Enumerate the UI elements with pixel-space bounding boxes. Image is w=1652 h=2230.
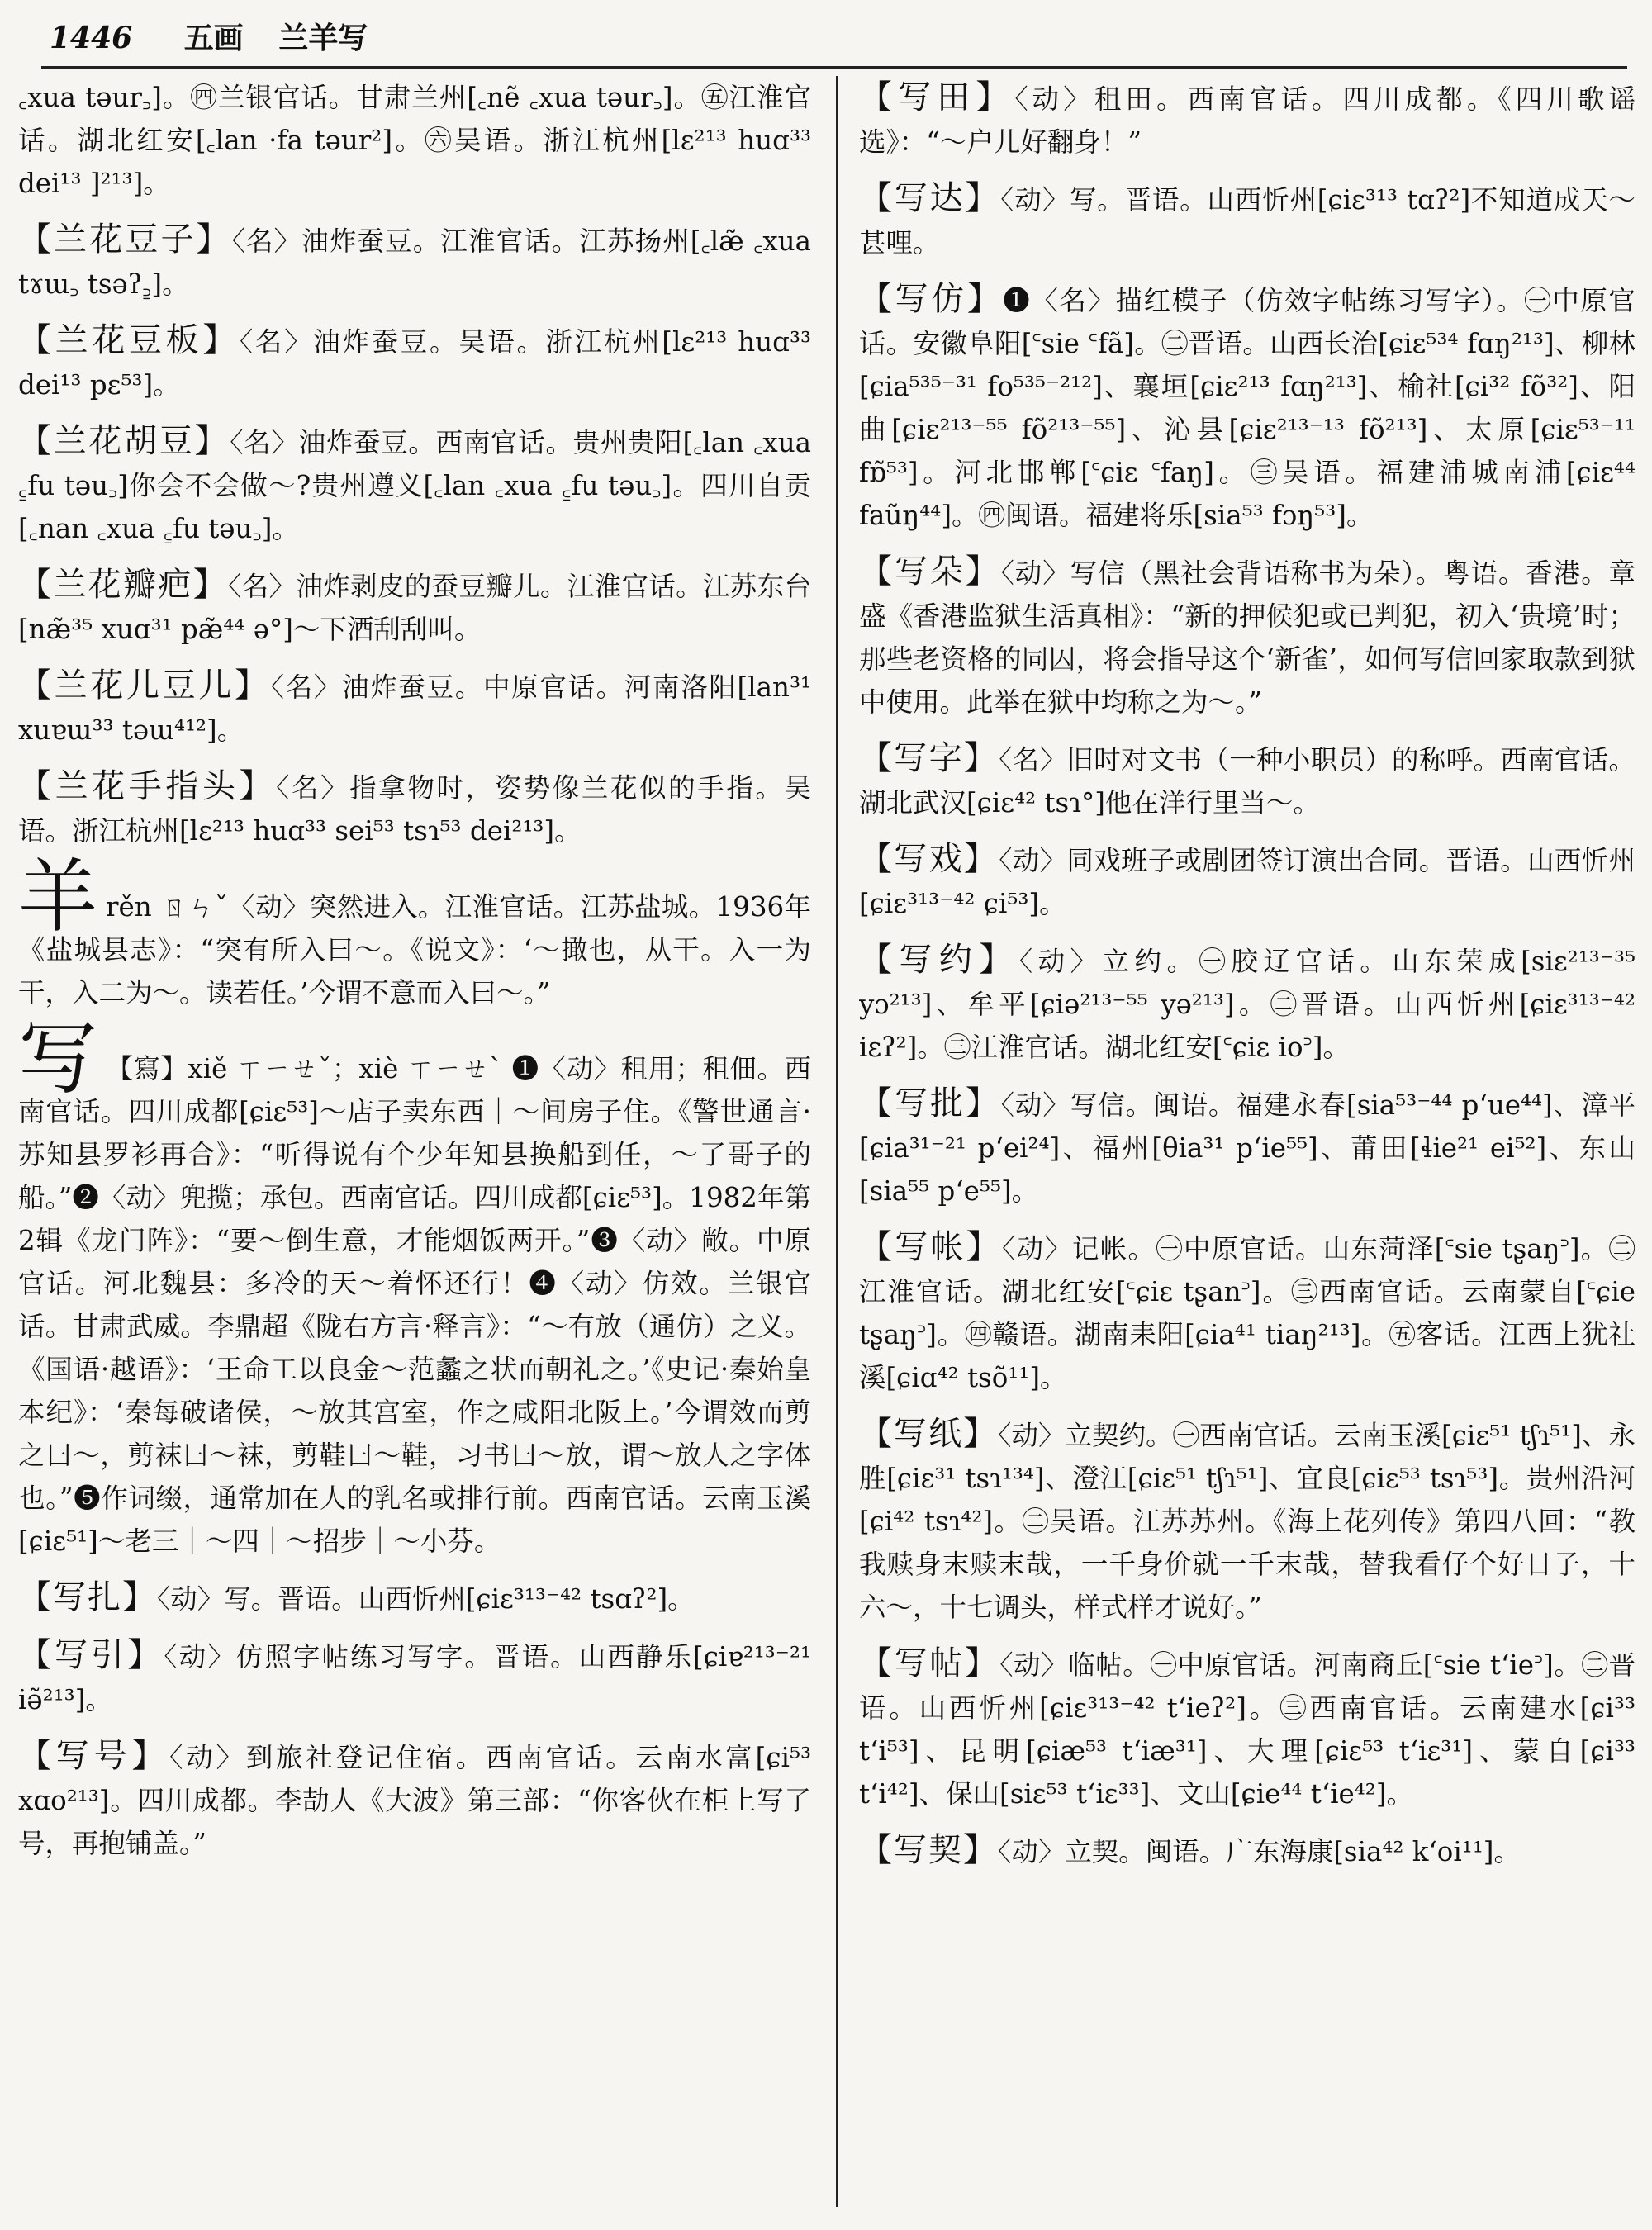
entry-headword: 【写扎】 (18, 1578, 157, 1616)
entry-text: 〈动〉记帐。㊀中原官话。山东菏泽[꜂sie tʂaŋ꜄]。㊁江淮官话。湖北红安[꜂ɕiɛ tʂan꜄]。㊂西南官话。云南蒙自[꜂ɕie tʂaŋ꜄]。㊃赣语。湖南耒阳[ɕia⁴¹ tiaŋ²¹³]。㊄客话。江西上犹社溪[ɕiɑ⁴² tsõ¹¹]。 (859, 1233, 1635, 1393)
entry-text: ꜀xua təur꜆]。㊃兰银官话。甘肃兰州[꜀nẽ ꜀xua təur꜆]。㊄江淮官话。湖北红安[꜀lan ·fa təur²]。㊅吴语。浙江杭州[lɛ²¹³ huɑ³³ dei¹³ ]²¹³]。 (18, 82, 811, 199)
entry-lanhua-douban (18, 319, 811, 406)
entry-continuation (18, 76, 811, 205)
entry-xie-pi (859, 1082, 1635, 1212)
right-column (859, 76, 1635, 2215)
page-number: 1446 (50, 21, 133, 55)
entry-text: 〈名〉油炸蚕豆。中原官话。河南洛阳[lan³¹ xuɐɯ³³ təɯ⁴¹²]。 (18, 671, 811, 746)
entry-xie-tie (859, 1642, 1635, 1815)
entry-headword: 【写达】 (859, 179, 1001, 217)
range-label: 兰羊写 (278, 21, 368, 55)
entry-headword: 【兰花豆子】 (18, 221, 232, 259)
entry-text: 〈动〉写。晋语。山西忻州[ɕiɛ³¹³⁻⁴² tsɑʔ²]。 (157, 1583, 695, 1615)
entry-headword: 【写戏】 (859, 840, 999, 878)
left-column (18, 76, 811, 2215)
entry-xie-duo (859, 550, 1635, 724)
entry-headword: 【写田】 (859, 78, 1015, 116)
header-rule (41, 66, 1627, 69)
entry-text: 〈动〉写。晋语。山西忻州[ɕiɛ³¹³ tɑʔ²]不知道成天～甚哩。 (859, 184, 1635, 259)
entry-text: 〈名〉油炸蚕豆。吴语。浙江杭州[lɛ²¹³ huɑ³³ dei¹³ pɛ⁵³]。 (18, 326, 811, 401)
entry-xie-zhi (859, 1412, 1635, 1629)
entry-xie-yin (18, 1634, 811, 1721)
entry-text: 〈动〉立契。闽语。广东海康[sia⁴² kʻoi¹¹]。 (998, 1836, 1521, 1867)
entry-headword: 【写号】 (18, 1737, 170, 1775)
entry-xie-tian (859, 76, 1635, 164)
entry-headword: 【写帐】 (859, 1228, 1002, 1266)
entry-xie (18, 1013, 811, 1563)
entry-text: 〈名〉指拿物时，姿势像兰花似的手指。吴语。浙江杭州[lɛ²¹³ huɑ³³ sei⁵³ tsɿ⁵³ dei²¹³]。 (18, 772, 811, 847)
entry-headword: 【写字】 (859, 739, 999, 777)
entry-headword: 【兰花瓣疤】 (18, 566, 229, 604)
entry-xie-xi (859, 837, 1635, 925)
entry-headword: 【写朵】 (859, 553, 1001, 591)
entry-text: 【寫】xiě ㄒㄧㄝˇ；xiè ㄒㄧㄝˋ ❶〈动〉租用；租佃。西南官话。四川成都[ɕiɛ⁵³]～店子卖东西｜～间房子住。《警世通言·苏知县罗衫再合》：“听得说有个少年知县换船到任，～了哥子的船。”❷〈动〉兜揽；承包。西南官话。四川成都[ɕiɛ⁵³]。1982年第2辑《龙门阵》：“要～倒生意，才能烟饭两开。”❸〈动〉敞。中原官话。河北魏县：多冷的天～着怀还行！❹〈动〉仿效。兰银官话。甘肃武威。李鼎超《陇右方言·释言》：“～有放（通仿）之义。《国语·越语》：‘王命工以良金～范蠡之状而朝礼之。’《史记·秦始皇本纪》：‘秦每破诸侯，～放其宫室，作之咸阳北阪上。’今谓效而剪之曰～，剪袜曰～袜，剪鞋曰～鞋，习书曰～放，谓～放人之字体也。”❺作词缀，通常加在人的乳名或排行前。西南官话。云南玉溪[ɕiɛ⁵¹]～老三｜～四｜～招步｜～小芬。 (18, 1053, 811, 1557)
entry-text: 〈动〉到旅社登记住宿。西南官话。云南水富[ɕi⁵³ xɑo²¹³]。四川成都。李劼人《大波》第三部：“你客伙在柜上写了号，再抱铺盖。” (18, 1742, 811, 1859)
entry-lanhuar-douer (18, 664, 811, 752)
entry-headword: 【写纸】 (859, 1415, 999, 1453)
column-divider (836, 76, 838, 2207)
entry-xie-da (859, 177, 1635, 264)
head-character: 羊 (18, 851, 97, 943)
entry-text: 〈名〉油炸蚕豆。江淮官话。江苏扬州[꜀læ̃ ꜀xua tɤɯ꜆ tsəʔ꜇]。 (18, 225, 811, 300)
entry-text: 〈名〉油炸剥皮的蚕豆瓣儿。江淮官话。江苏东台[næ̃³⁵ xuɑ³¹ pæ̃⁴⁴ ə°]～下酒刮刮叫。 (18, 571, 811, 645)
entry-xie-yue (859, 938, 1635, 1069)
entry-text: 〈动〉租田。西南官话。四川成都。《四川歌谣选》：“～户儿好翻身！” (859, 83, 1635, 158)
entry-xie-hao (18, 1734, 811, 1865)
entry-text: 〈动〉临帖。㊀中原官话。河南商丘[꜂sie tʻie꜄]。㊁晋语。山西忻州[ɕiɛ³¹³⁻⁴² tʻieʔ²]。㊂西南官话。云南建水[ɕi³³ tʻi⁵³]、昆明[ɕiæ⁵³ tʻiæ³¹]、大理[ɕiɛ⁵³ tʻiɛ³¹]、蒙自[ɕi³³ tʻi⁴²]、保山[siɛ⁵³ tʻiɛ³³]、文山[ɕie⁴⁴ tʻie⁴²]。 (859, 1649, 1635, 1810)
entry-headword: 【写批】 (859, 1084, 1001, 1122)
entry-xie-qi (859, 1829, 1635, 1873)
entry-xie-zi (859, 737, 1635, 824)
entry-text: 〈动〉立约。㊀胶辽官话。山东荣成[siɛ²¹³⁻³⁵ yɔ²¹³]、牟平[ɕiə²¹³⁻⁵⁵ yə²¹³]。㊁晋语。山西忻州[ɕiɛ³¹³⁻⁴² iɛʔ²]。㊂江淮官话。湖北红安[꜂ɕiɛ io꜄]。 (859, 946, 1635, 1063)
entry-text: ❶〈名〉描红模子（仿效字帖练习写字）。㊀中原官话。安徽阜阳[꜂sie ꜂fã]。㊁晋语。山西长治[ɕiɛ⁵³⁴ fɑŋ²¹³]、柳林[ɕia⁵³⁵⁻³¹ fo⁵³⁵⁻²¹²]、襄垣[ɕiɛ²¹³ fɑŋ²¹³]、榆社[ɕi³² fõ³²]、阳曲[ɕiɛ²¹³⁻⁵⁵ fõ²¹³⁻⁵⁵]、沁县[ɕiɛ²¹³⁻¹³ fõ²¹³]、太原[ɕiɛ⁵³⁻¹¹ fɒ̃⁵³]。河北邯郸[꜂ɕiɛ ꜂faŋ]。㊂吴语。福建浦城南浦[ɕiɛ⁴⁴ faũŋ⁴⁴]。㊃闽语。福建将乐[sia⁵³ fɔŋ⁵³]。 (859, 285, 1635, 531)
entry-text: 〈动〉写信（黑社会背语称书为朵）。粤语。香港。章盛《香港监狱生活真相》：“新的押候犯或已判犯，初入‘贵境’时；那些老资格的同囚，将会指导这个‘新雀’，如何写信回家取款到狱中使用。此举在狱中均称之为～。” (859, 558, 1635, 718)
entry-headword: 【写帖】 (859, 1644, 1000, 1682)
entry-xie-zhang (859, 1226, 1635, 1399)
entry-headword: 【写契】 (859, 1831, 998, 1869)
entry-xie-fang (859, 278, 1635, 537)
entry-text: 〈动〉同戏班子或剧团签订演出合同。晋语。山西忻州[ɕiɛ³¹³⁻⁴² ɕi⁵³]。 (859, 845, 1635, 919)
entry-headword: 【兰花手指头】 (18, 767, 277, 805)
entry-text: 〈动〉写信。闽语。福建永春[sia⁵³⁻⁴⁴ pʻue⁴⁴]、漳平[ɕia³¹⁻²¹ pʻei²⁴]、福州[θia³¹ pʻie⁵⁵]、莆田[ɬie²¹ ei⁵²]、东山[sia⁵⁵ pʻe⁵⁵]。 (859, 1089, 1635, 1207)
entry-headword: 【兰花胡豆】 (18, 422, 230, 460)
entry-headword: 【写约】 (859, 941, 1019, 979)
entry-text: 〈名〉油炸蚕豆。西南官话。贵州贵阳[꜀lan ꜀xua ꜁fu təu꜆]你会不会做～?贵州遵义[꜀lan ꜀xua ꜁fu təu꜆]。四川自贡[꜀nan ꜀xua ꜁fu təu꜆]。 (18, 427, 811, 544)
entry-xie-zha (18, 1576, 811, 1620)
entry-lanhua-banzhi (18, 563, 811, 651)
entry-text: 〈名〉旧时对文书（一种小职员）的称呼。西南官话。湖北武汉[ɕiɛ⁴² tsɿ°]他在洋行里当～。 (859, 744, 1635, 818)
entry-text: rěn ㄖㄣˇ〈动〉突然进入。江淮官话。江苏盐城。1936年《盐城县志》：“突有所入曰～。《说文》：‘～撖也，从干。入一为干，入二为～。读若任。’今谓不意而入曰～。” (18, 891, 811, 1008)
entry-yang (18, 851, 811, 1014)
entry-text: 〈动〉仿照字帖练习写字。晋语。山西静乐[ɕiɐ²¹³⁻²¹ iə̃²¹³]。 (18, 1641, 811, 1715)
entry-lanhua-hudou (18, 420, 811, 550)
entry-lanhua-douzi (18, 218, 811, 306)
section-label: 五画 (183, 21, 244, 55)
entry-text: 〈动〉立契约。㊀西南官话。云南玉溪[ɕiɛ⁵¹ tʃɿ⁵¹]、永胜[ɕiɛ³¹ tsɿ¹³⁴]、澄江[ɕiɛ⁵¹ tʃɿ⁵¹]、宜良[ɕiɛ⁵³ tsɿ⁵³]。贵州沿河[ɕi⁴² tsɿ⁴²]。㊁吴语。江苏苏州。《海上花列传》第四八回：“教我赎身末赎末哉，一千身价就一千末哉，替我看仔个好日子，十六～，十七调头，样式样才说好。” (859, 1420, 1635, 1623)
entry-headword: 【写引】 (18, 1636, 164, 1674)
entry-headword: 【兰花豆板】 (18, 321, 240, 359)
page-header (50, 15, 1619, 64)
entry-headword: 【写仿】 (859, 280, 1004, 318)
entry-headword: 【兰花儿豆儿】 (18, 667, 271, 705)
entry-lanhua-shouzhitou (18, 765, 811, 852)
head-character: 写 (18, 1013, 97, 1105)
